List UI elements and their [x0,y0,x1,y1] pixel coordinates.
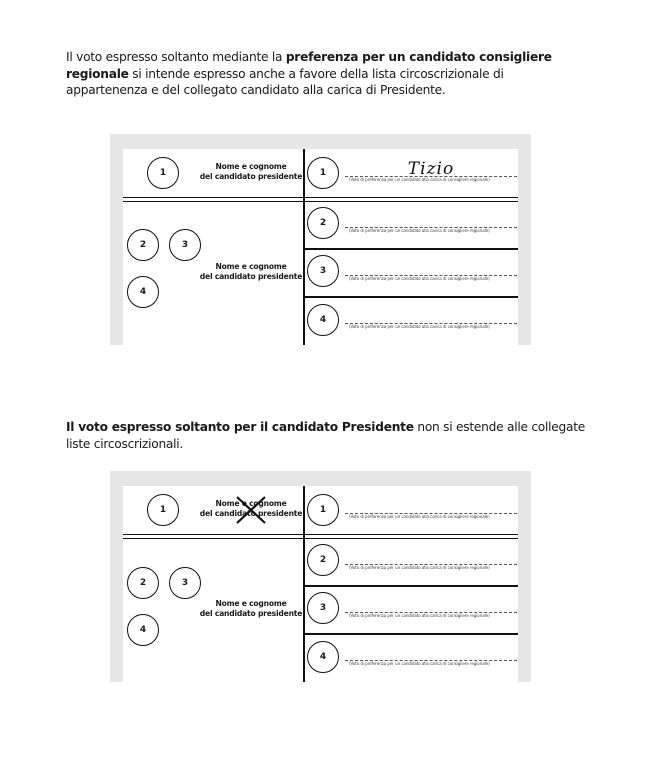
preference-caption: (Voto di preferenza per un candidato alla carica di consigliere regionale) [349,613,490,618]
preference-caption: (Voto di preferenza per un candidato alla carica di consigliere regionale) [349,228,490,233]
president-name-label: Nome e cognome del candidato presidente [199,499,303,518]
president-name-label: Nome e cognome del candidato presidente [199,262,303,281]
president-symbol-3: 3 [169,567,201,599]
ballot-sheet [123,149,518,345]
preference-caption: (Voto di preferenza per un candidato alla carica di consigliere regionale) [349,276,490,281]
preference-caption: (Voto di preferenza per un candidato alla carica di consigliere regionale) [349,514,490,519]
list-symbol-4: 4 [307,641,339,673]
preference-caption: (Voto di preferenza per un candidato alla carica di consigliere regionale) [349,661,490,666]
list-symbol-1: 1 [307,157,339,189]
explanation-paragraph-president-only [66,419,586,452]
row-divider [304,585,518,587]
paragraph-bold-text: preferenza per un candidato consigliere regionale [66,50,552,81]
x-mark-icon [234,495,268,525]
paragraph-text: si intende espresso anche a favore della lista circoscrizionale di appartenenza e del collegato candidato alla carica di Presidente. [66,66,504,97]
paragraph-text: non si estende alle collegate liste circoscrizionali. [66,420,585,451]
president-symbol-4: 4 [127,614,159,646]
list-symbol-2: 2 [307,544,339,576]
paragraph-bold-text: Il voto espresso soltanto per il candidato Presidente [66,420,414,434]
row-divider [304,296,518,298]
row-divider [304,633,518,635]
list-symbol-1: 1 [307,494,339,526]
handwritten-preference: Tizio [407,159,455,179]
double-divider [123,197,518,202]
ballot-example-president-only [110,471,531,682]
ballot-example-preference [110,134,531,345]
row-divider [304,248,518,250]
preference-caption: (Voto di preferenza per un candidato alla carica di consigliere regionale) [349,324,490,329]
explanation-paragraph-preference [66,49,586,99]
list-symbol-3: 3 [307,255,339,287]
president-symbol-1: 1 [147,157,179,189]
president-symbol-2: 2 [127,229,159,261]
president-name-label: Nome e cognome del candidato presidente [199,162,303,181]
ballot-sheet [123,486,518,682]
president-symbol-1: 1 [147,494,179,526]
paragraph-text: Il voto espresso soltanto mediante la [66,50,286,64]
double-divider [123,534,518,539]
preference-caption: (Voto di preferenza per un candidato alla carica di consigliere regionale) [349,565,490,570]
list-symbol-2: 2 [307,207,339,239]
president-symbol-2: 2 [127,567,159,599]
list-symbol-4: 4 [307,304,339,336]
list-symbol-3: 3 [307,592,339,624]
president-symbol-3: 3 [169,229,201,261]
president-symbol-4: 4 [127,276,159,308]
president-name-label: Nome e cognome del candidato presidente [199,599,303,618]
preference-caption: (Voto di preferenza per un candidato alla carica di consigliere regionale) [349,177,490,182]
